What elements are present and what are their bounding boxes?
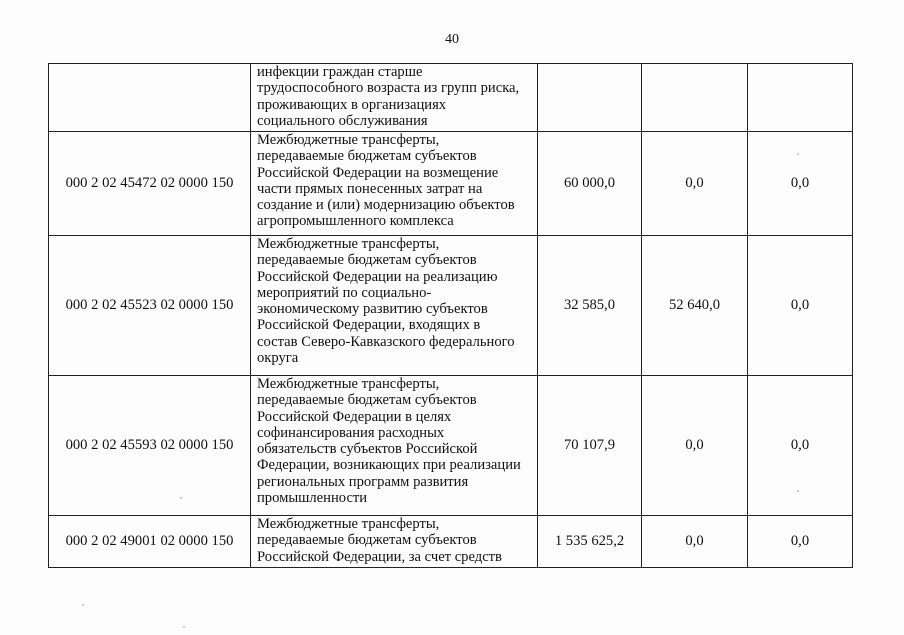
table-row xyxy=(49,132,853,236)
description-line: части прямых понесенных затрат на xyxy=(257,180,483,197)
description-line: софинансирования расходных xyxy=(257,424,445,441)
scan-speck xyxy=(82,604,84,606)
budget-code-cell xyxy=(49,64,251,132)
table-row xyxy=(49,516,853,568)
description-line: агропромышленного комплекса xyxy=(257,213,454,230)
description-line: передаваемые бюджетам субъектов xyxy=(257,532,477,549)
scan-speck xyxy=(180,497,182,499)
description-line: передаваемые бюджетам субъектов xyxy=(257,252,477,269)
description-line: трудоспособного возраста из групп риска, xyxy=(257,80,520,97)
table-row xyxy=(49,64,853,132)
table-row xyxy=(49,376,853,516)
value-cell-3: 0,0 xyxy=(748,236,853,376)
budget-table xyxy=(48,63,853,568)
description-line: Российской Федерации на возмещение xyxy=(257,164,499,181)
value-cell-1: 60 000,0 xyxy=(538,132,642,236)
description-line: Межбюджетные трансферты, xyxy=(257,236,440,252)
description-line: Межбюджетные трансферты, xyxy=(257,376,440,392)
budget-code-cell: 000 2 02 49001 02 0000 150 xyxy=(49,516,251,568)
value-cell-2: 0,0 xyxy=(642,132,748,236)
description-line: Российской Федерации, входящих в xyxy=(257,317,481,334)
description-line: мероприятий по социально- xyxy=(257,284,432,301)
description-line: инфекции граждан старше xyxy=(257,64,423,80)
description-line: экономическому развитию субъектов xyxy=(257,301,488,318)
description-cell xyxy=(251,376,538,516)
value-cell-1 xyxy=(538,64,642,132)
budget-code-cell: 000 2 02 45593 02 0000 150 xyxy=(49,376,251,516)
description-line: обязательств субъектов Российской xyxy=(257,441,478,458)
description-line: передаваемые бюджетам субъектов xyxy=(257,148,477,165)
value-cell-1: 1 535 625,2 xyxy=(538,516,642,568)
value-cell-1: 70 107,9 xyxy=(538,376,642,516)
description-cell xyxy=(251,64,538,132)
description-line: проживающих в организациях xyxy=(257,96,447,113)
description-line: округа xyxy=(257,350,299,367)
description-line: Межбюджетные трансферты, xyxy=(257,132,440,148)
scan-speck xyxy=(797,153,799,155)
value-cell-3: 0,0 xyxy=(748,376,853,516)
description-line: социального обслуживания xyxy=(257,112,428,129)
table-row xyxy=(49,236,853,376)
description-line: Российской Федерации на реализацию xyxy=(257,268,498,285)
description-line: Российской Федерации в целях xyxy=(257,408,452,425)
value-cell-2: 52 640,0 xyxy=(642,236,748,376)
description-cell xyxy=(251,516,538,568)
scan-speck xyxy=(797,490,799,492)
description-cell xyxy=(251,132,538,236)
budget-code-cell: 000 2 02 45472 02 0000 150 xyxy=(49,132,251,236)
description-line: передаваемые бюджетам субъектов xyxy=(257,392,477,409)
value-cell-1: 32 585,0 xyxy=(538,236,642,376)
value-cell-3: 0,0 xyxy=(748,132,853,236)
value-cell-3: 0,0 xyxy=(748,516,853,568)
description-line: создание и (или) модернизацию объектов xyxy=(257,197,515,214)
description-line: Межбюджетные трансферты, xyxy=(257,516,440,532)
description-line: промышленности xyxy=(257,490,368,507)
description-line: состав Северо-Кавказского федерального xyxy=(257,333,515,350)
value-cell-2: 0,0 xyxy=(642,376,748,516)
description-cell xyxy=(251,236,538,376)
value-cell-2 xyxy=(642,64,748,132)
value-cell-3 xyxy=(748,64,853,132)
budget-code-cell: 000 2 02 45523 02 0000 150 xyxy=(49,236,251,376)
description-line: Российской Федерации, за счет средств xyxy=(257,548,502,565)
description-line: региональных программ развития xyxy=(257,473,469,490)
page-number: 40 xyxy=(445,32,459,47)
value-cell-2: 0,0 xyxy=(642,516,748,568)
description-line: Федерации, возникающих при реализации xyxy=(257,457,521,474)
scan-speck xyxy=(183,626,185,628)
